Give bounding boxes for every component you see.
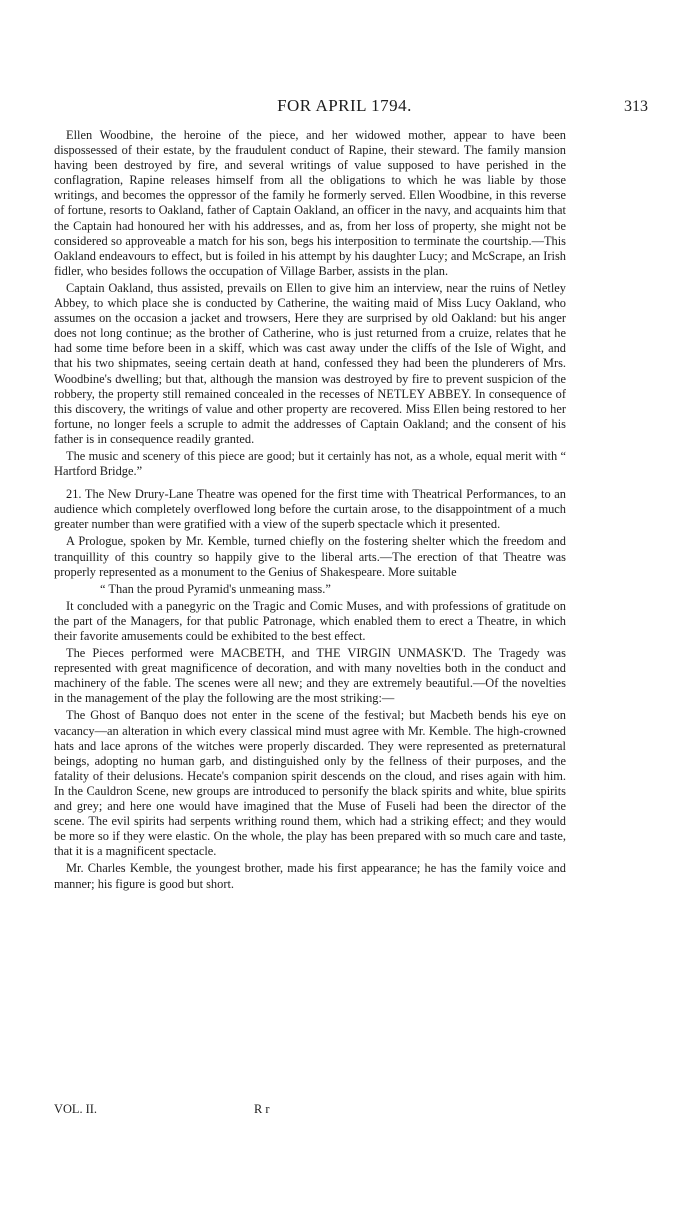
running-header: FOR APRIL 1794. xyxy=(277,96,412,115)
signature-mark: R r xyxy=(254,1102,270,1116)
paragraph-drury-lane-opening: 21. The New Drury-Lane Theatre was opened for the first time with Theatrical Performances, to an audience which completely overflowed long before the curtain arose, to the disappointment of a much greater number than were gratified with a view of the superb spectacle which it presented. xyxy=(54,487,566,532)
page-number: 313 xyxy=(624,98,648,115)
paragraph-macbeth-novelties: The Ghost of Banquo does not enter in the scene of the festival; but Macbeth bends his eye on vacancy—an alteration in which every classical mind must agree with Mr. Kemble. The high-crowned hats and lace aprons of the witches were properly discarded. They were represented as preternatural beings, adopting no human garb, and distinguished only by the fellness of their purposes, and the fatality of their delusions. Hecate's companion spirit descends on the cloud, and rises again with him. In the Cauldron Scene, new groups are introduced to personify the black spirits and white, blue spirits and grey; and here one would have imagined that the Muse of Fuseli had been the director of the scene. The evil spirits had serpents writhing round them, which had a striking effect; and they would be more so if they were elastic. On the whole, the play has been prepared with so much care and taste, that it is a magnificent spectacle. xyxy=(54,708,566,859)
paragraph-charles-kemble: Mr. Charles Kemble, the youngest brother, made his first appearance; he has the family voice and manner; his figure is good but short. xyxy=(54,861,566,891)
paragraph-music-scenery: The music and scenery of this piece are good; but it certainly has not, as a whole, equal merit with “ Hartford Bridge.” xyxy=(54,448,566,479)
paragraph-prologue: A Prologue, spoken by Mr. Kemble, turned chiefly on the fostering shelter which the freedom and tranquillity of this country so happily give to the liberal arts.—The erection of that Theatre was properly represented as a monument to the Genius of Shakespeare. More suitable xyxy=(54,534,566,579)
paragraph-netley-abbey: Captain Oakland, thus assisted, prevails on Ellen to give him an interview, near the ruins of Netley Abbey, to which place she is conducted by Catherine, the waiting maid of Miss Lucy Oakland, who assumes on the occasion a jacket and trowsers, Here they are surprised by old Oakland: but his anger does not long continue; as the brother of Catherine, who is just returned from a cruize, relates that he had some time before been in a skiff, which was cast away under the cliffs of the Isle of Wight, and that his two shipmates, seeing certain death at hand, confessed they had been the plunderers of Mrs. Woodbine's dwelling; but that, although the mansion was destroyed by fire to prevent suspicion of the robbery, the property still remained concealed in the recesses of NETLEY ABBEY. In consequence of this discovery, the writings of value and other property are recovered. Miss Ellen being restored to her fortune, no longer feels a scruple to admit the addresses of Captain Oakland; and the consent of his father is in consequence readily granted. xyxy=(54,280,566,446)
paragraph-pieces-performed: The Pieces performed were MACBETH, and THE VIRGIN UNMASK'D. The Tragedy was represented with great magnificence of decoration, and with many novelties both in the conduct and machinery of the fable. The scenes were all new; and they are extremely beautiful.—Of the novelties in the management of the play the following are the most striking:— xyxy=(54,646,566,706)
paragraph-plot-summary: Ellen Woodbine, the heroine of the piece, and her widowed mother, appear to have been dispossessed of their estate, by the fraudulent conduct of Rapine, their steward. The family mansion having been destroyed by fire, and several writings of value supposed to have perished in the conflagration, Rapine releases himself from all the obligations to which he was liable by those writings, and becomes the oppressor of the family he formerly served. Ellen Woodbine, in this reverse of fortune, resorts to Oakland, father of Captain Oakland, an officer in the navy, and acquaints him that the Captain had honoured her with his addresses, and as, from her loss of property, she might not be considered so approveable a match for his son, begs his interposition to terminate the courtship.—This Oakland endeavours to effect, but is foiled in his attempt by his daughter Lucy; and McScrape, an Irish fidler, who besides follows the occupation of Village Barber, assists in the plan. xyxy=(54,128,566,278)
quoted-line: “ Than the proud Pyramid's unmeaning mass.” xyxy=(100,581,331,596)
page-footer xyxy=(54,1102,566,1118)
volume-label: VOL. II. xyxy=(54,1102,98,1116)
article-body xyxy=(54,128,566,894)
paragraph-panegyric: It concluded with a panegyric on the Tragic and Comic Muses, and with professions of gratitude on the part of the Managers, for that public Patronage, which enabled them to erect a Theatre, in which their favorite amusements could be exhibited to the best effect. xyxy=(54,598,566,643)
